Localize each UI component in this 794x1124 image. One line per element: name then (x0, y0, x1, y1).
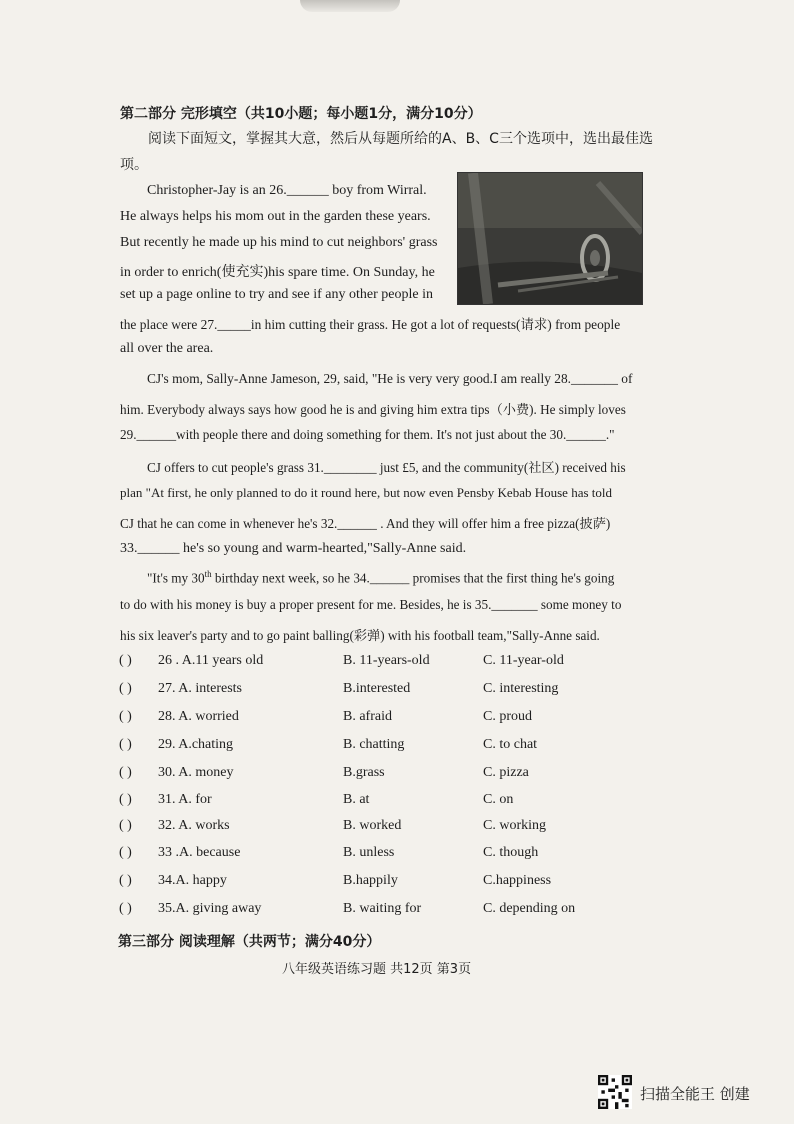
scanner-watermark: 扫描全能王 创建 (640, 1085, 750, 1103)
option-a: 26 . A.11 years old (158, 653, 264, 668)
passage-line-16: to do with his money is buy a proper present for me. Besides, he is 35._______ some money to (120, 597, 622, 612)
passage-line-3: But recently he made up his mind to cut neighbors' grass (120, 235, 438, 250)
option-a: 29. A.chating (158, 737, 234, 752)
passage-line-1: Christopher-Jay is an 26.______ boy from Wirral. (147, 183, 427, 198)
answer-blank[interactable]: ( ) (119, 873, 132, 888)
option-b: B. waiting for (343, 901, 422, 916)
option-c: C. though (483, 845, 539, 860)
answer-blank[interactable]: ( ) (119, 818, 132, 833)
option-a: 32. A. works (158, 818, 230, 833)
passage-line-9: him. Everybody always says how good he is and giving him extra tips（小费). He simply loves (120, 402, 626, 417)
option-a: 33 .A. because (158, 845, 241, 860)
option-b: B. afraid (343, 709, 392, 724)
option-c: C. on (483, 792, 514, 807)
passage-line-17: his six leaver's party and to go paint balling(彩弹) with his football team,"Sally-Anne said. (120, 628, 600, 643)
passage-line-11: CJ offers to cut people's grass 31.________ just £5, and the community(社区) received his (147, 460, 626, 475)
option-a: 34.A. happy (158, 873, 227, 888)
passage-line-15 (147, 569, 614, 586)
option-b: B. 11-years-old (343, 653, 430, 668)
option-b: B.happily (343, 873, 398, 888)
answer-blank[interactable]: ( ) (119, 765, 132, 780)
birthday-text-cont: birthday next week, so he 34.______ promises that the first thing he's going (211, 570, 615, 586)
answer-blank[interactable]: ( ) (119, 845, 132, 860)
option-b: B.interested (343, 681, 411, 696)
option-c: C. working (483, 818, 546, 833)
birthday-text: "It's my 30 (147, 570, 205, 586)
instructions: 阅读下面短文，掌握其大意，然后从每题所给的A、B、C三个选项中，选出最佳选项。 (120, 131, 653, 173)
option-a: 28. A. worried (158, 709, 239, 724)
option-a: 27. A. interests (158, 681, 242, 696)
option-c: C. pizza (483, 765, 529, 780)
passage-line-10: 29.______with people there and doing something for them. It's not just about the 30.______." (120, 427, 615, 442)
answer-blank[interactable]: ( ) (119, 737, 132, 752)
option-b: B. worked (343, 818, 402, 833)
section3-title: 第三部分 阅读理解（共两节；满分40分） (118, 934, 381, 950)
lawnmower-illustration (458, 173, 642, 304)
passage-line-8: CJ's mom, Sally-Anne Jameson, 29, said, "He is very very good.I am really 28._______ of (147, 371, 633, 386)
passage-line-5: set up a page online to try and see if any other people in (120, 287, 433, 302)
option-a: 31. A. for (158, 792, 212, 807)
answer-blank[interactable]: ( ) (119, 901, 132, 916)
option-c: C. interesting (483, 681, 559, 696)
answer-blank[interactable]: ( ) (119, 653, 132, 668)
passage-line-13: CJ that he can come in whenever he's 32.______ . And they will offer him a free pizza(披萨) (120, 516, 611, 531)
answer-blank[interactable]: ( ) (119, 709, 132, 724)
option-b: B.grass (343, 765, 385, 780)
passage-line-2: He always helps his mom out in the garden these years. (120, 209, 431, 224)
scan-smudge (300, 0, 400, 12)
passage-line-12: plan "At first, he only planned to do it round here, but now even Pensby Kebab House has told (120, 485, 612, 500)
option-b: B. at (343, 792, 370, 807)
option-c: C. 11-year-old (483, 653, 564, 668)
passage-line-14: 33.______ he's so young and warm-hearted,"Sally-Anne said. (120, 541, 467, 556)
passage-line-4: in order to enrich(使充实)his spare time. On Sunday, he (120, 265, 435, 280)
option-b: B. unless (343, 845, 395, 860)
qr-code-icon (598, 1075, 632, 1109)
option-a: 30. A. money (158, 765, 234, 780)
option-c: C. to chat (483, 737, 538, 752)
answer-blank[interactable]: ( ) (119, 681, 132, 696)
option-a: 35.A. giving away (158, 901, 262, 916)
option-c: C. depending on (483, 901, 576, 916)
page-footer: 八年级英语练习题 共12页 第3页 (282, 962, 472, 977)
option-c: C.happiness (483, 873, 552, 888)
answer-blank[interactable]: ( ) (119, 792, 132, 807)
option-c: C. proud (483, 709, 532, 724)
lawnmower-photo (457, 172, 643, 305)
ordinal-suffix: th (204, 569, 212, 579)
passage-line-6: the place were 27._____in him cutting their grass. He got a lot of requests(请求) from people (120, 317, 621, 332)
section-title: 第二部分 完形填空（共10小题；每小题1分，满分10分） (120, 106, 482, 122)
passage-line-7: all over the area. (120, 341, 214, 356)
option-b: B. chatting (343, 737, 405, 752)
